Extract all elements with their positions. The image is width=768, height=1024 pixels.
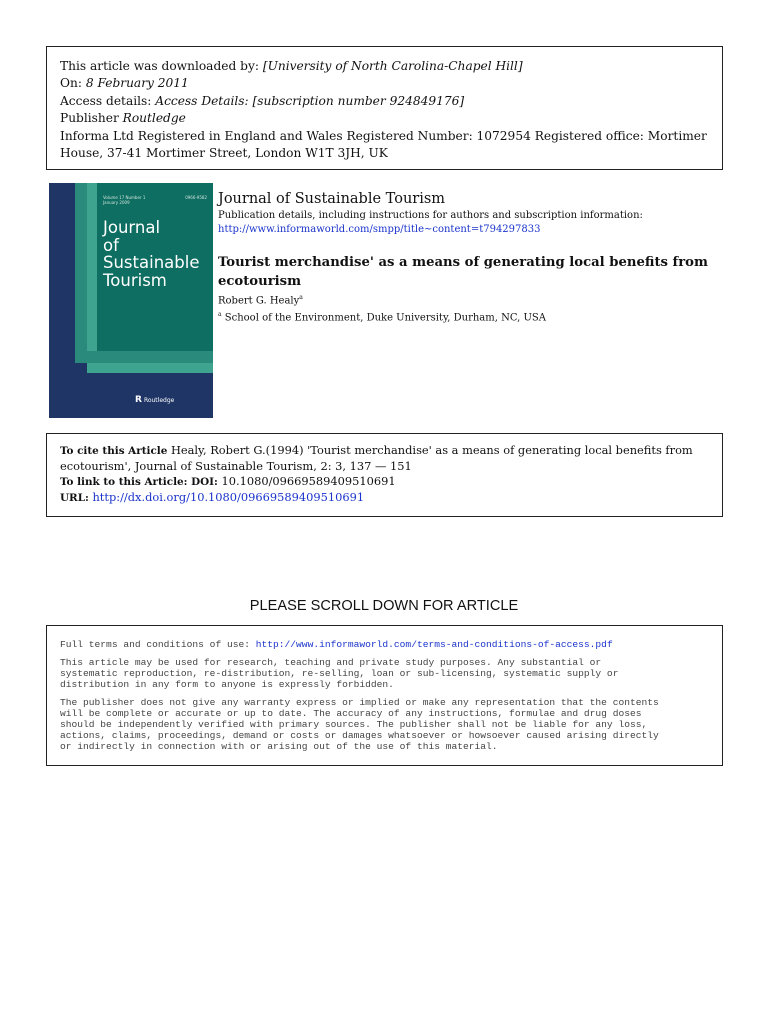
routledge-logo [135, 395, 174, 405]
download-info-box [46, 46, 723, 170]
download-date-line [60, 75, 708, 92]
access-details-label: Access details: [60, 93, 156, 108]
journal-title: Journal of Sustainable Tourism [218, 191, 446, 207]
terms-paragraph-usage: This article may be used for research, teaching and private study purposes. Any substantial or systematic reproduction, re-distribution, re-selling, loan or sub-licensing, systematic supply or distribution in any form to anyone is expressly forbidden. [60, 657, 619, 690]
cite-label: To cite this Article [60, 445, 171, 457]
routledge-logo-mark: R [135, 395, 142, 405]
affiliation-superscript: a [218, 311, 222, 319]
publisher-line [60, 110, 708, 127]
author-superscript: a [299, 294, 303, 301]
cover-volume-text: Volume 17 Number 1 January 2009 [103, 195, 146, 205]
citation-box [46, 433, 723, 517]
publication-details: Publication details, including instructions for authors and subscription information: [218, 210, 643, 221]
doi-url-link[interactable]: http://dx.doi.org/10.1080/09669589409510691 [92, 490, 365, 504]
publisher-label: Publisher [60, 111, 123, 126]
terms-paragraph-disclaimer: The publisher does not give any warranty express or implied or make any representation that the contents will be complete or accurate or up to date. The accuracy of any instructions, formulae and drug doses should be independently verified with primary sources. The publisher shall not be liable for any loss, actions, claims, proceedings, demand or costs or damages whatsoever or howsoever caused arising directly or indirectly in connection with or arising out of the use of this material. [60, 697, 659, 752]
journal-url-link[interactable]: http://www.informaworld.com/smpp/title~content=t794297833 [218, 224, 541, 235]
url-line [60, 490, 710, 506]
author-name: Robert G. Healy [218, 295, 300, 307]
article-title: Tourist merchandise' as a means of generating local benefits from ecotourism [218, 255, 708, 289]
download-date-label: On: [60, 76, 86, 91]
cite-text: Healy, Robert G.(1994) 'Tourist merchandise' as a means of generating local benefits from ecotourism', Journal of Sustainable Tourism, 2: 3, 137 — 151 [60, 443, 693, 473]
author-affiliation [218, 308, 718, 325]
full-terms-label: Full terms and conditions of use: [60, 639, 256, 650]
article-details [218, 190, 718, 326]
access-details-line [60, 93, 708, 110]
doi-label: To link to this Article: DOI: [60, 476, 222, 488]
cover-band [75, 351, 213, 363]
scroll-down-banner: PLEASE SCROLL DOWN FOR ARTICLE [249, 598, 519, 614]
routledge-logo-text: Routledge [143, 397, 175, 404]
registration-text: Informa Ltd Registered in England and Wales Registered Number: 1072954 Registered office: Mortimer House, 37-41 Mortimer Street, London W1T 3JH, UK [60, 128, 707, 161]
publisher-value: Routledge [122, 111, 186, 126]
access-details-value: Access Details: [subscription number 924849176] [155, 93, 465, 108]
doi-line [60, 474, 710, 490]
downloaded-by-value: [University of North Carolina-Chapel Hill] [262, 59, 523, 73]
url-label: URL: [60, 492, 93, 504]
cover-issn: 0966-9582 [185, 195, 207, 200]
cite-line [60, 443, 710, 474]
downloaded-by-line [60, 58, 708, 75]
terms-box [46, 625, 723, 766]
full-terms-line [60, 639, 710, 650]
cover-band [87, 363, 213, 373]
article-author [218, 291, 718, 308]
journal-cover-image [49, 183, 213, 418]
download-date-value: 8 February 2011 [85, 76, 189, 91]
downloaded-by-label: This article was downloaded by: [60, 59, 263, 73]
cover-title: Journal of Sustainable Tourism [103, 218, 200, 290]
doi-value: 10.1080/09669589409510691 [221, 474, 396, 488]
terms-url-link[interactable]: http://www.informaworld.com/terms-and-conditions-of-access.pdf [255, 639, 613, 650]
affiliation-text: School of the Environment, Duke University, Durham, NC, USA [221, 312, 547, 324]
